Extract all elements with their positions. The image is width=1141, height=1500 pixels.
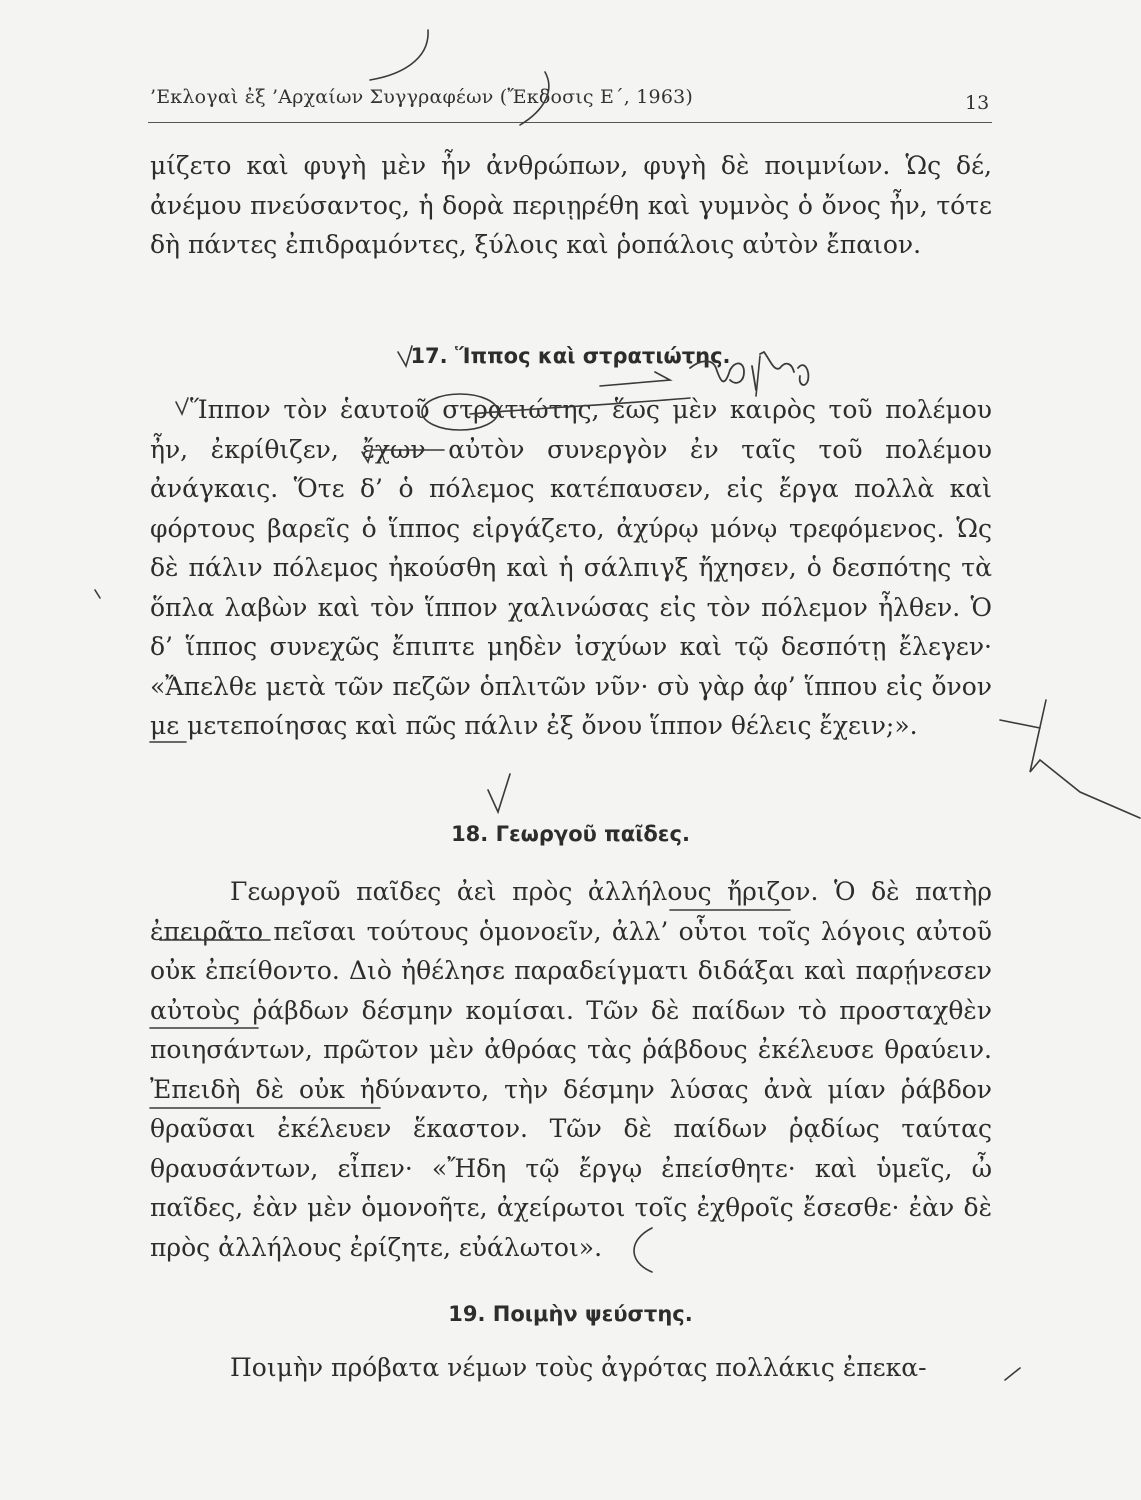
margin-stroke — [1000, 700, 1140, 818]
section-18-text: Γεωργοῦ παῖδες ἀεὶ πρὸς ἀλλήλους ἤριζον. Ὁ δὲ πατὴρ ἐπειρᾶτο πεῖσαι τούτους ὁμονοεῖν, ἀλλ’ οὗτοι τοῖς λόγοις αὐτοῦ οὐκ ἐπείθοντο. Διὸ ἠθέλησε παραδείγματι διδάξαι καὶ παρῄνεσεν αὐτοὺς ῥάβδων δέσμην κομίσαι. Τῶν δὲ παίδων τὸ προσταχθὲν ποιησάντων, πρῶτον μὲν ἀθρόας τὰς ῥάβδους ἐκέλευσε θραύειν. Ἐπειδὴ δὲ οὐκ ἠδύναντο, τὴν δέσμην λύσας ἀνὰ μίαν ῥάβδον θραῦσαι ἐκέλευεν ἕκαστον. Τῶν δὲ παίδων ῥᾳδίως ταύτας θραυσάντων, εἶπεν· «Ἤδη τῷ ἔργῳ ἐπείσθητε· καὶ ὑμεῖς, ὦ παῖδες, ἐὰν μὲν ὁμονοῆτε, ἀχείρωτοι τοῖς ἐχθροῖς ἔσεσθε· ἐὰν δὲ πρὸς ἀλλήλους ἐρίζητε, εὐάλωτοι». — [150, 877, 992, 1262]
section-17-text: Ἵππον τὸν ἑαυτοῦ στρατιώτης, ἕως μὲν καιρὸς τοῦ πολέμου ἦν, ἐκρίθιζεν, ἔχων αὐτὸν συνεργὸν ἐν ταῖς τοῦ πολέμου ἀνάγκαις. Ὅτε δ’ ὁ πόλεμος κατέπαυσεν, εἰς ἔργα πολλὰ καὶ φόρτους βαρεῖς ὁ ἵππος εἰργάζετο, ἀχύρῳ μόνῳ τρεφόμενος. Ὡς δὲ πάλιν πόλεμος ἠκούσθη καὶ ἡ σάλπιγξ ἤχησεν, ὁ δεσπότης τὰ ὅπλα λαβὼν καὶ τὸν ἵππον χαλινώσας εἰς τὸν πόλεμον ἦλθεν. Ὁ δ’ ἵππος συνεχῶς ἔπιπτε μηδὲν ἰσχύων καὶ τῷ δεσπότῃ ἔλεγεν· «Ἄπελθε μετὰ τῶν πεζῶν ὁπλιτῶν νῦν· σὺ γὰρ ἀφ’ ἵππου εἰς ὄνον με μετεποίησας καὶ πῶς πάλιν ἐξ ὄνου ἵππον θέλεις ἔχειν;». — [150, 395, 992, 740]
hyphen-tick — [1005, 1368, 1020, 1380]
section-18-heading: 18. Γεωργοῦ παῖδες. — [451, 822, 690, 846]
header-pen-stroke — [370, 30, 428, 80]
margin-dot — [95, 590, 100, 598]
section-19-heading: 19. Ποιμὴν ψεύστης. — [448, 1302, 693, 1326]
running-title: ’Εκλογαὶ ἐξ ’Αρχαίων Συγγραφέων (Ἔκδοσις Ε΄, 1963) — [150, 86, 694, 108]
header-rule — [148, 122, 992, 123]
check-mark-18 — [488, 774, 510, 812]
continued-paragraph: μίζετο καὶ φυγὴ μὲν ἦν ἀνθρώπων, φυγὴ δὲ ποιμνίων. Ὡς δέ, ἀνέμου πνεύσαντος, ἡ δορὰ περιῃρέθη καὶ γυμνὸς ὁ ὄνος ἦν, τότε δὴ πάντες ἐπιδραμόντες, ξύλοις καὶ ῥοπάλοις αὐτὸν ἔπαιον. — [150, 151, 992, 259]
section-17-heading: 17. Ἵππος καὶ στρατιώτης. — [410, 344, 731, 368]
page-number: 13 — [965, 92, 990, 114]
section-19-text: Ποιμὴν πρόβατα νέμων τοὺς ἀγρότας πολλάκις ἐπεκα- — [230, 1353, 927, 1382]
insert-arrow — [600, 372, 670, 386]
